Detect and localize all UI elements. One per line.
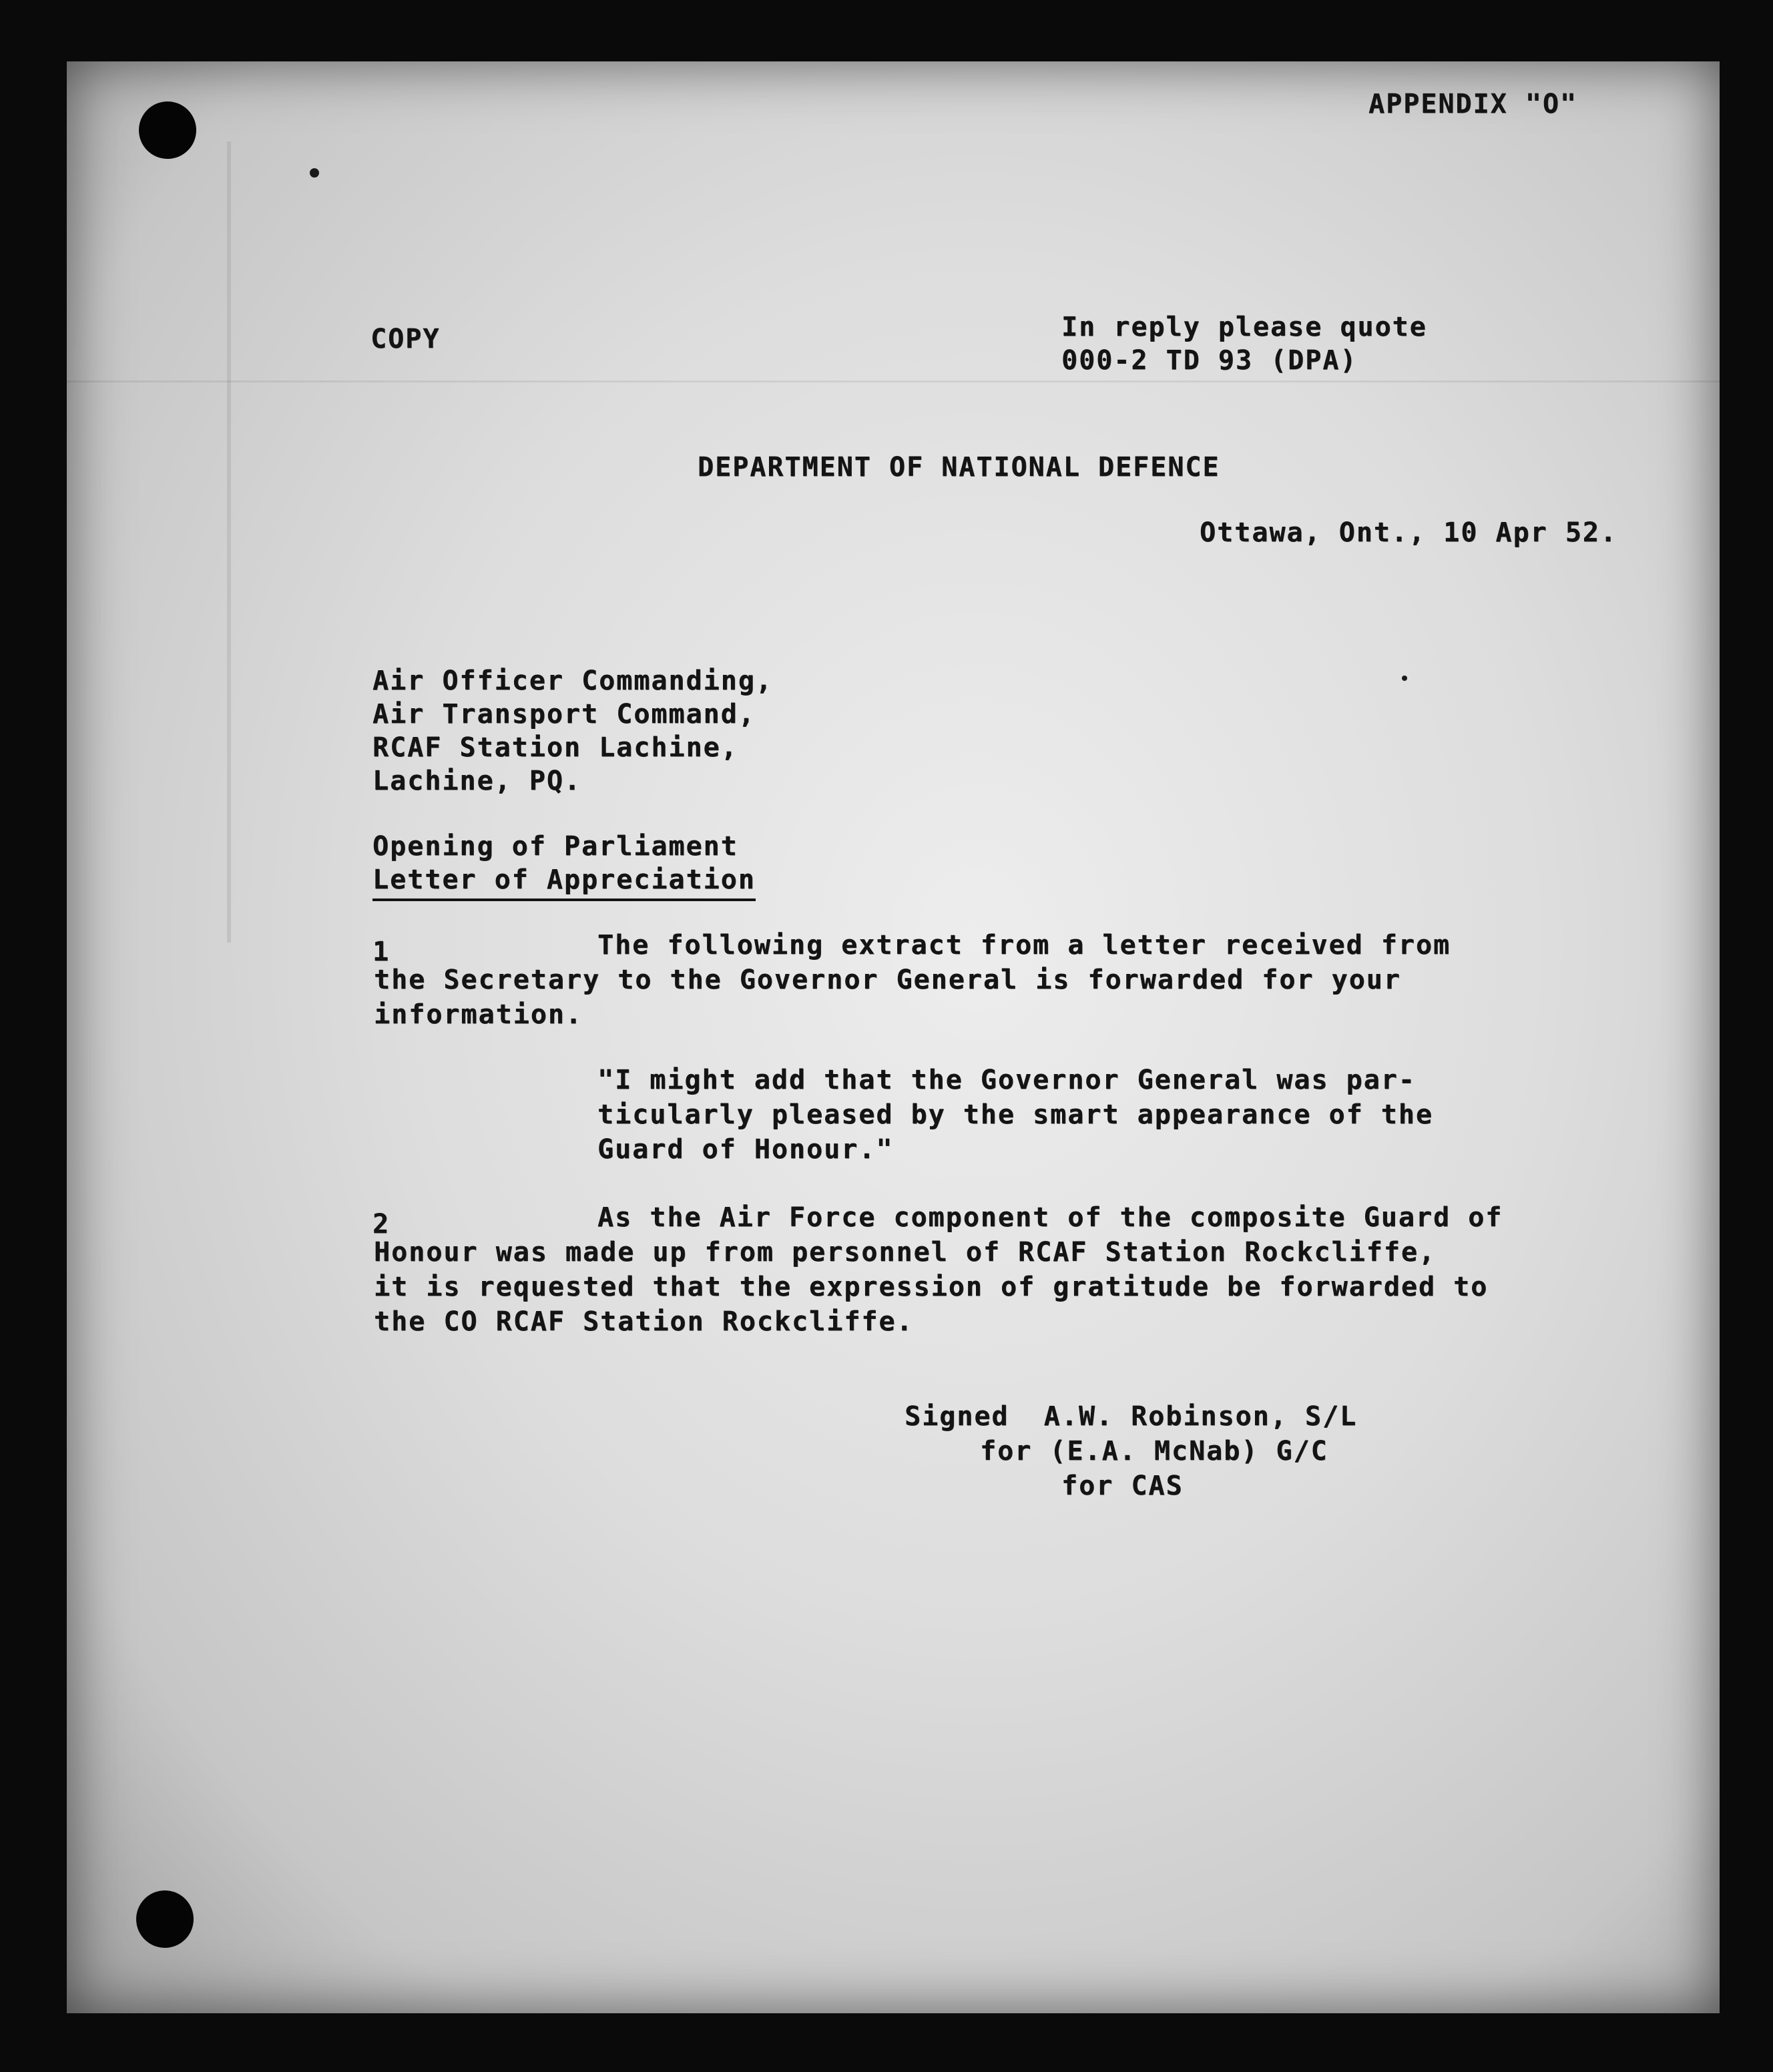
- copy-mark: COPY: [370, 324, 441, 354]
- quote-line-1: "I might add that the Governor General was par-: [597, 1065, 1416, 1095]
- fold-line: [67, 380, 1720, 382]
- para1-number: 1: [372, 937, 391, 967]
- reference-line-1: In reply please quote: [1061, 312, 1427, 342]
- quote-line-3: Guard of Honour.": [597, 1134, 894, 1165]
- subject-line-2: Letter of Appreciation: [372, 862, 756, 901]
- signature-line-3: for CAS: [1061, 1471, 1184, 1501]
- place-date: Ottawa, Ont., 10 Apr 52.: [1200, 517, 1617, 548]
- para2-line-4: the CO RCAF Station Rockcliffe.: [374, 1306, 914, 1337]
- ink-speck: [1402, 676, 1407, 681]
- addressee-line-3: RCAF Station Lachine,: [372, 732, 738, 763]
- para2-line-1: As the Air Force component of the composite Guard of: [597, 1202, 1503, 1233]
- punch-hole-top: [139, 101, 196, 159]
- stamp-shadow: [227, 142, 338, 943]
- addressee-line-1: Air Officer Commanding,: [372, 666, 773, 696]
- department-heading: DEPARTMENT OF NATIONAL DEFENCE: [698, 452, 1220, 483]
- signature-line-1: Signed A.W. Robinson, S/L: [905, 1401, 1358, 1432]
- para2-line-3: it is requested that the expression of gratitude be forwarded to: [374, 1272, 1489, 1302]
- addressee-line-4: Lachine, PQ.: [372, 766, 581, 796]
- para1-line-3: information.: [374, 999, 583, 1030]
- para2-number: 2: [372, 1209, 391, 1240]
- para2-line-2: Honour was made up from personnel of RCAF Station Rockcliffe,: [374, 1237, 1437, 1268]
- reference-line-2: 000-2 TD 93 (DPA): [1061, 345, 1358, 376]
- appendix-label: APPENDIX "O": [1368, 89, 1577, 119]
- punch-hole-bottom: [136, 1890, 194, 1948]
- signature-line-2: for (E.A. McNab) G/C: [980, 1436, 1328, 1467]
- document-page: [67, 61, 1720, 2013]
- quote-line-2: ticularly pleased by the smart appearance of the: [597, 1099, 1433, 1130]
- subject-line-1: Opening of Parliament: [372, 831, 738, 862]
- addressee-line-2: Air Transport Command,: [372, 699, 756, 730]
- para1-line-1: The following extract from a letter received from: [597, 930, 1451, 961]
- ink-speck: [310, 168, 319, 178]
- para1-line-2: the Secretary to the Governor General is forwarded for your: [374, 965, 1401, 995]
